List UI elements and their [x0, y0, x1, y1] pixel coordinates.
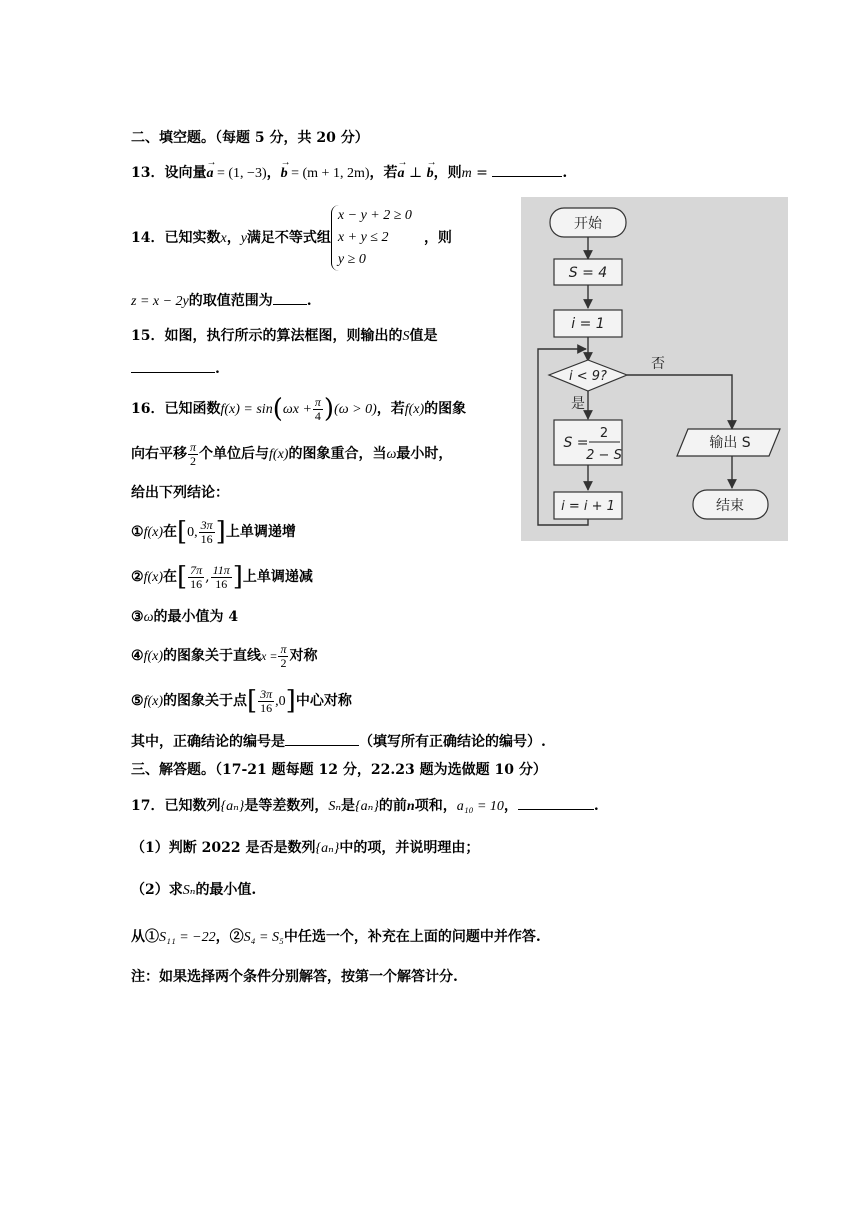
condition-label: i < 9? [569, 369, 607, 384]
question-15-blank-line: . [131, 358, 220, 379]
question-16: 16．已知函数f(x) = sin(ωx + $\frac{\pi}{4}$ )(ω > 0)，若f(x)的图象 [131, 394, 467, 424]
conclusion-3: ③ω的最小值为 4 [131, 609, 239, 625]
question-17-part-2: （2）求Sₙ的最小值. [131, 882, 257, 898]
question-17: 17．已知数列{aₙ}是等差数列，Sₙ是{aₙ}的前n项和，a₁₀ = 10， . [131, 795, 599, 817]
conclusion-5: ⑤f(x)的图象关于点[ $\frac{3\pi}{16}$ ,0]中心对称 [131, 686, 352, 716]
answer-blank-17[interactable] [518, 795, 594, 810]
question-16-answer: 其中，正确结论的编号是 （填写所有正确结论的编号）. [131, 731, 546, 752]
question-14-cont: z = x − 2y的取值范围为 . [131, 290, 312, 312]
question-17-note: 注：如果选择两个条件分别解答，按第一个解答计分. [131, 969, 458, 985]
assign-numerator: 2 [599, 426, 609, 441]
s-init-label: S = 4 [568, 265, 608, 281]
assign-denominator: 2 − S [586, 448, 622, 463]
question-13: 13．设向量→ a = (1, −3)，→ b = (m + 1, 2m)，若→ a ⊥ → b，则m = . [131, 162, 567, 184]
question-15: 15．如图，执行所示的算法框图，则输出的S值是 [131, 328, 438, 344]
start-label: 开始 [574, 216, 602, 232]
answer-blank-15[interactable] [131, 358, 215, 373]
conclusion-2: ②f(x)在[ $\frac{7\pi}{16}$ , $\frac{11\pi}{16}$ ]上单调递减 [131, 562, 313, 592]
section-2-title: 二、填空题。（每题 5 分，共 20 分） [131, 130, 369, 146]
section-3-title: 三、解答题。（17-21 题每题 12 分，22.23 题为选做题 10 分） [131, 762, 547, 778]
flowchart-svg [521, 197, 788, 541]
question-16-line3: 给出下列结论： [131, 485, 229, 501]
answer-blank-14[interactable] [273, 290, 307, 305]
q13-number: 13． [131, 165, 165, 181]
assign-lhs: S = [563, 435, 589, 451]
i-init-label: i = 1 [571, 316, 605, 332]
output-label: 输出 S [709, 435, 751, 451]
answer-blank-13[interactable] [492, 162, 562, 177]
question-14: 14．已知实数x，y满足不等式组 x − y + 2 ≥ 0 x + y ≤ 2 y ≥ 0 ，则 [131, 205, 452, 272]
answer-blank-16[interactable] [285, 731, 359, 746]
conclusion-4: ④f(x)的图象关于直线x = $\frac{\pi}{2}$ 对称 [131, 641, 318, 670]
increment-label: i = i + 1 [561, 499, 615, 514]
conclusion-1: ①f(x)在[0, $\frac{3\pi}{16}$ ]上单调递增 [131, 517, 296, 547]
no-label: 否 [651, 356, 665, 372]
vector-b: → b [281, 164, 288, 184]
question-17-part-1: （1）判断 2022 是否是数列{aₙ}中的项，并说明理由； [131, 840, 480, 856]
inequality-system: x − y + 2 ≥ 0 x + y ≤ 2 y ≥ 0 [331, 205, 412, 271]
flowchart [521, 197, 788, 541]
question-16-line2: 向右平移 $\frac{\pi}{2}$ 个单位后与f(x)的图象重合，当ω最小时， [131, 439, 453, 468]
question-17-choose: 从①S₁₁ = −22，②S₄ = S₅中任选一个，补充在上面的问题中并作答. [131, 929, 541, 945]
yes-label: 是 [571, 396, 585, 412]
vector-a: → a [206, 164, 213, 184]
end-label: 结束 [716, 498, 744, 514]
